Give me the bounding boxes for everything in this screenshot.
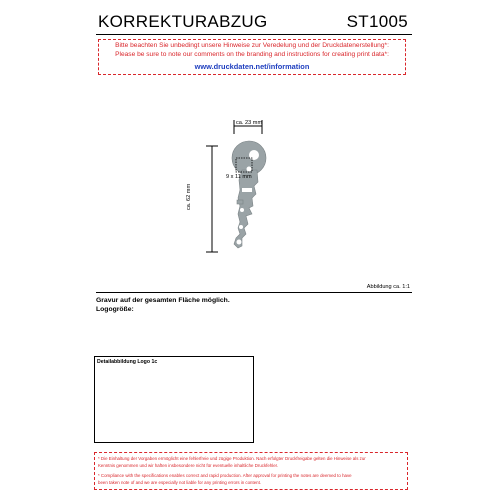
logo-area-label: 9 x 11 mm	[226, 174, 252, 180]
footnote-box	[94, 452, 408, 490]
notice-text-de: Bitte beachten Sie unbedingt unsere Hinweise zur Veredelung und der Druckdatenerstellung*:	[115, 42, 389, 49]
section-rule	[96, 292, 412, 293]
notice-box	[98, 39, 406, 75]
logo-size-label: Logogröße:	[96, 306, 134, 313]
header-rule	[96, 34, 412, 35]
footnote-de-2: Kenntnis genommen und wir haften insbesondere nicht für eventuelle inhaltliche Druckfehler.	[98, 463, 279, 468]
product-drawing-area	[96, 82, 412, 288]
logo-detail-label: Detailabbildung Logo 1c	[97, 359, 158, 365]
footnote-de-1: * Die Einhaltung der Vorgaben ermöglicht eine fehlerfreie und zügige Produktion. Nach erfolgter Druckfreigabe gelten die Hinweise als zur	[98, 456, 366, 461]
footnote-en-2: been taken note of and we are especially not liable for any printing errors in content.	[98, 480, 262, 485]
scale-label: Abbildung ca. 1:1	[366, 284, 410, 290]
document-title: KORREKTURABZUG	[98, 12, 268, 31]
height-dimension	[206, 146, 218, 252]
engraving-note: Gravur auf der gesamten Fläche möglich.	[96, 297, 230, 304]
width-label: ca. 23 mm	[236, 120, 263, 126]
logo-detail-box	[94, 356, 254, 443]
article-code: ST1005	[346, 12, 408, 31]
footnote-en-1: * Compliance with the specifications enables correct and rapid production. After approval for printing the notes are deemed to have	[98, 473, 352, 478]
key-tool-shape	[232, 141, 266, 248]
notice-text-en: Please be sure to note our comments on the branding and instructions for creating print data*:	[115, 51, 389, 58]
info-link[interactable]: www.druckdaten.net/information	[194, 62, 310, 71]
height-label: ca. 62 mm	[186, 183, 192, 210]
tool-drawing	[96, 82, 412, 288]
